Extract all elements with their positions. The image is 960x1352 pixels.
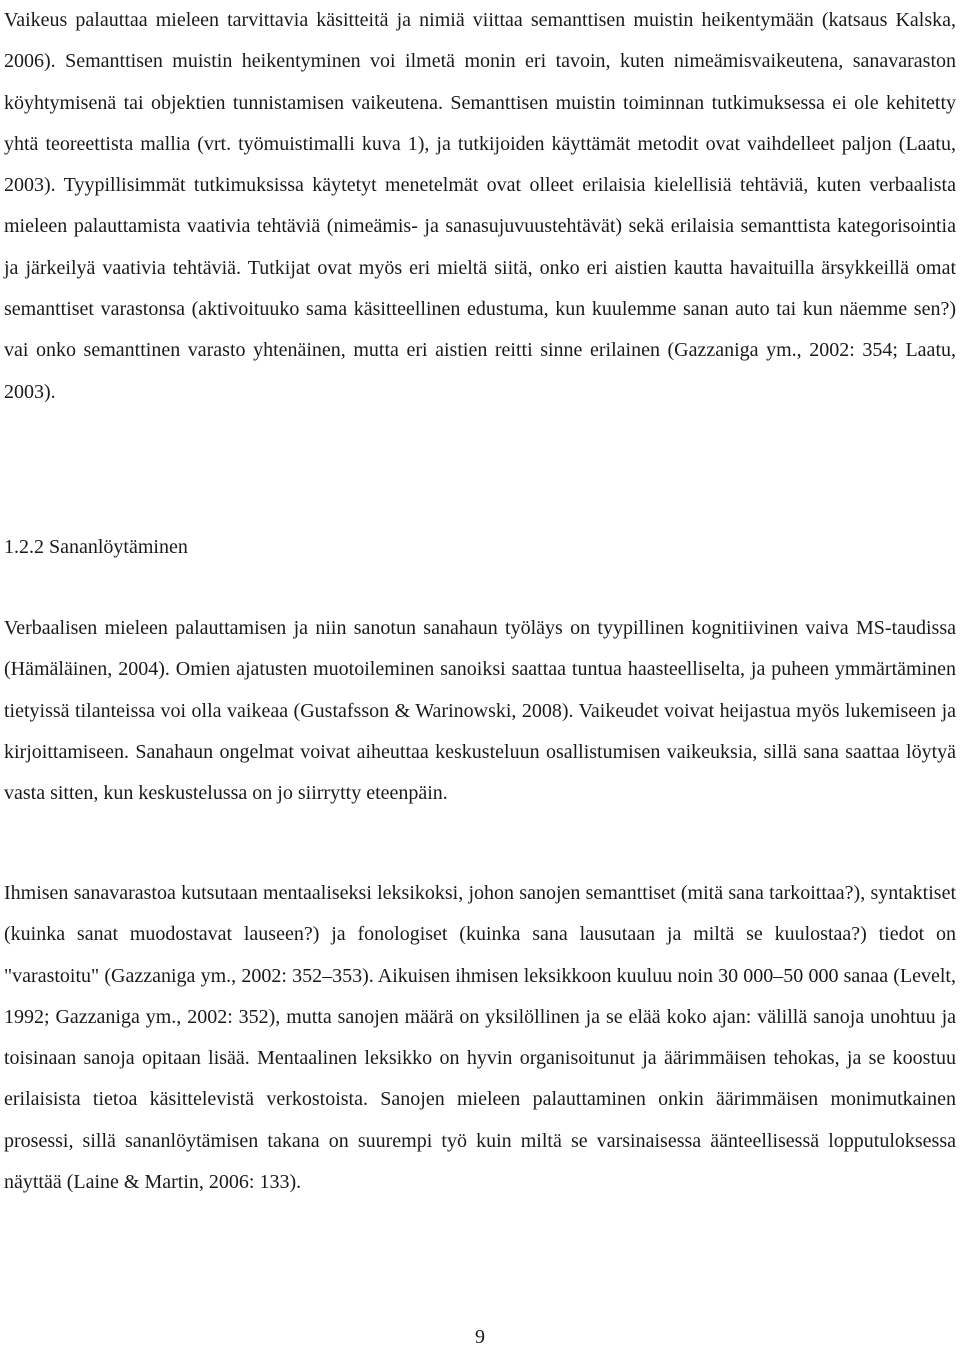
body-paragraph-word-retrieval: Verbaalisen mieleen palauttamisen ja niin sanotun sanahaun työläys on tyypillinen kognitiivinen vaiva MS-taudissa (Hämäläinen, 2004). Omien ajatusten muotoileminen sanoiksi saattaa tuntua haasteelliselta, ja puheen ymmärtäminen tietyissä tilanteissa voi olla vaikeaa (Gustafsson & Warinowski, 2008). Vaikeudet voivat heijastua myös lukemiseen ja kirjoittamiseen. Sanahaun ongelmat voivat aiheuttaa keskusteluun osallistumisen vaikeuksia, sillä sana saattaa löytyä vasta sitten, kun keskustelussa on jo siirrytty eteenpäin.	[4, 617, 956, 805]
page-number: 9	[475, 1326, 485, 1348]
section-heading: 1.2.2 Sananlöytäminen	[4, 536, 188, 558]
body-paragraph-mental-lexicon: Ihmisen sanavarastoa kutsutaan mentaaliseksi leksikoksi, johon sanojen semanttiset (mitä sana tarkoittaa?), syntaktiset (kuinka sanat muodostavat lauseen?) ja fonologiset (kuinka sana lausutaan ja miltä se kuulostaa?) tiedot on "varastoitu" (Gazzaniga ym., 2002: 352–353). Aikuisen ihmisen leksikkoon kuuluu noin 30 000–50 000 sanaa (Levelt, 1992; Gazzaniga ym., 2002: 352), mutta sanojen määrä on yksilöllinen ja se elää koko ajan: välillä sanoja unohtuu ja toisinaan sanoja opitaan lisää. Mentaalinen leksikko on hyvin organisoitunut ja äärimmäisen tehokas, ja se koostuu erilaisista tietoa käsittelevistä verkostoista. Sanojen mieleen palauttaminen onkin äärimmäisen monimutkainen prosessi, sillä sananlöytämisen takana on suurempi työ kuin miltä se varsinaisessa äänteellisessä lopputuloksessa näyttää (Laine & Martin, 2006: 133).	[4, 882, 956, 1194]
body-paragraph-semantic-memory: Vaikeus palauttaa mieleen tarvittavia käsitteitä ja nimiä viittaa semanttisen muistin heikentymään (katsaus Kalska, 2006). Semanttisen muistin heikentyminen voi ilmetä monin eri tavoin, kuten nimeämisvaikeutena, sanavaraston köyhtymisenä tai objektien tunnistamisen vaikeutena. Semanttisen muistin toiminnan tutkimuksessa ei ole kehitetty yhtä teoreettista mallia (vrt. työmuistimalli kuva 1), ja tutkijoiden käyttämät metodit ovat vaihdelleet paljon (Laatu, 2003). Tyypillisimmät tutkimuksissa käytetyt menetelmät ovat olleet erilaisia kielellisiä tehtäviä, kuten verbaalista mieleen palauttamista vaativia tehtäviä (nimeämis- ja sanasujuvuustehtävät) sekä erilaisia semanttista kategorisointia ja järkeilyä vaativia tehtäviä. Tutkijat ovat myös eri mieltä siitä, onko eri aistien kautta havaituilla ärsykkeillä omat semanttiset varastonsa (aktivoituuko sama käsitteellinen edustuma, kun kuulemme sanan auto tai kun näemme sen?) vai onko semanttinen varasto yhtenäinen, mutta eri aistien reitti sinne erilainen (Gazzaniga ym., 2002: 354; Laatu, 2003).	[4, 9, 956, 403]
